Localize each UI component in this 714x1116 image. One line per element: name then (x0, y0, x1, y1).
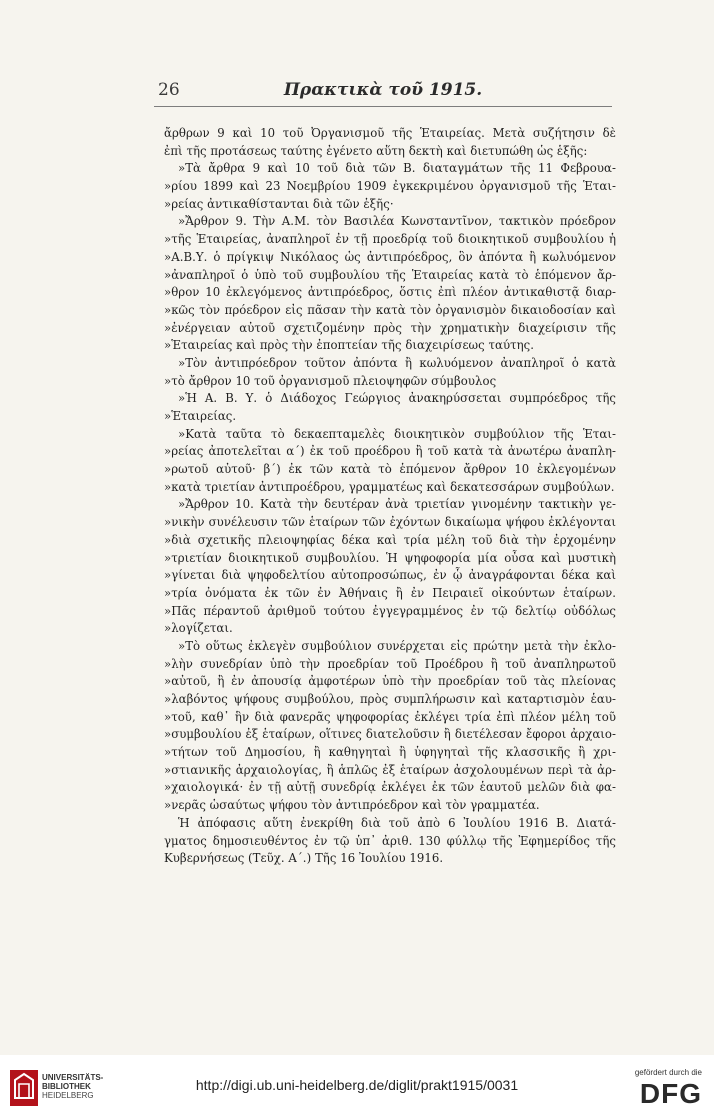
library-name-line: HEIDELBERG (42, 1091, 94, 1100)
text-line: »τὸ ἄρθρον 10 τοῦ ὀργανισμοῦ πλειοψηφῶν σύμβουλος (164, 373, 497, 388)
text-line: »τριετίαν διοικητικοῦ συμβουλίου. Ἡ ψηφοφορία μία οὖσα καὶ μυστικὴ (164, 550, 616, 565)
text-line: »Κατὰ ταῦτα τὸ δεκαεπταμελὲς διοικητικὸν συμβούλιον τῆς Ἑται- (178, 426, 616, 441)
text-line: »Τὸ οὕτως ἐκλεγὲν συμβούλιον συνέρχεται εἰς πρώτην μετὰ τὴν ἐκλο- (178, 638, 616, 653)
text-line: »Ἑταιρείας. (164, 409, 237, 423)
text-line: »ρίου 1899 καὶ 23 Νοεμβρίου 1909 ἐγκεκριμένου ὀργανισμοῦ τῆς Ἑται- (164, 179, 616, 194)
text-line: »Ἄρθρον 9. Τὴν Α.Μ. τὸν Βασιλέα Κωνσταντῖνον, τακτικὸν πρόεδρον (178, 214, 616, 229)
text-line: »κῶς τὸν πρόεδρον εἰς πᾶσαν τὴν κατὰ τὸν ὀργανισμὸν δικαιοδοσίαν καὶ (164, 302, 616, 317)
text-line: »Πᾶς πέραντοῦ ἀριθμοῦ τούτου ἐγγεγραμμένος ἐν τῷ δελτίῳ οὐδόλως (164, 603, 616, 618)
text-line: Κυβερνήσεως (Τεῦχ. Α΄.) Τῆς 16 Ἰουλίου 1916. (164, 851, 444, 866)
text-line: »τῆς Ἑταιρείας, ἀναπληροῖ ἐν τῇ προεδρίᾳ τοῦ διοικητικοῦ συμβουλίου ἡ (164, 232, 616, 247)
text-line: »λὴν συνεδρίαν ὑπὸ τὴν προεδρίαν τοῦ Προέδρου ἢ τοῦ ἀναπληρωτοῦ (164, 656, 616, 671)
page-number: 26 (158, 80, 180, 100)
body-text (164, 125, 616, 868)
page-header (158, 80, 608, 104)
text-line: »Ἑταιρείας καὶ πρὸς τὴν ἐποπτείαν τῆς διαχειρίσεως ταύτης. (164, 338, 535, 353)
text-line: »Ἄρθρον 10. Κατὰ τὴν δευτέραν ἀνὰ τριετίαν γινομένην τακτικὴν γε- (178, 497, 616, 512)
viewer-footer (0, 1055, 714, 1116)
running-title: Πρακτικὰ τοῦ 1915. (283, 80, 483, 100)
text-line: »ρείας ἀντικαθίστανται διὰ τῶν ἑξῆς· (164, 196, 394, 211)
text-line: »νερᾶς ὡσαύτως ψήφου τὸν ἀντιπρόεδρον καὶ τὸν γραμματέα. (164, 798, 540, 813)
library-name-line: UNIVERSITÄTS- (42, 1073, 104, 1082)
text-line: »χαιολογικά· ἐν τῇ αὐτῇ συνεδρίᾳ ἐκλέγει ἐκ τῶν ἑαυτοῦ μελῶν διὰ φα- (164, 780, 616, 795)
permalink-url[interactable]: http://digi.ub.uni-heidelberg.de/diglit/prakt1915/0031 (195, 1077, 519, 1093)
text-line: »τρία ὀνόματα ἐκ τῶν ἐν Ἀθήναις ἢ ἐν Πειραιεῖ οἰκούντων ἑταίρων. (164, 585, 616, 600)
text-line: ἄρθρων 9 καὶ 10 τοῦ Ὀργανισμοῦ τῆς Ἑταιρείας. Μετὰ συζήτησιν δὲ (164, 126, 616, 140)
text-line: »νικὴν συνέλευσιν τῶν ἑταίρων τῶν ἐχόντων δικαίωμα ψήφου ἐκλέγονται (164, 515, 616, 530)
text-line: »λογίζεται. (164, 621, 233, 636)
text-line: »θρον 10 ἐκλεγόμενος ἀντιπρόεδρος, ὅστις ἐπὶ πλέον ἀντικαθιστᾷ διαρ- (164, 285, 616, 300)
text-line: »αὐτοῦ, ἢ ἐν ἀπουσίᾳ ἀμφοτέρων ὑπὸ τὴν προεδρίαν τοῦ τὰς πλείονας (164, 674, 616, 689)
text-line: »λαβόντος ψήφους συμβούλου, πρὸς συμπλήρωσιν καὶ καταρτισμὸν ἑαυ- (164, 692, 616, 706)
text-line: ἐπὶ τῆς προτάσεως ταύτης ἐγένετο αὕτη δεκτὴ καὶ διετυπώθη ὡς ἑξῆς: (164, 143, 588, 158)
text-line: Ἡ ἀπόφασις αὕτη ἐνεκρίθη διὰ τοῦ ἀπὸ 6 Ἰουλίου 1916 Β. Διατά- (178, 815, 616, 830)
text-line: »Τὰ ἄρθρα 9 καὶ 10 τοῦ διὰ τῶν Β. διαταγμάτων τῆς 11 Φεβρουα- (178, 161, 616, 176)
text-line: »γίνεται διὰ ψηφοδελτίου αὐτοπροσώπως, ἐν ᾧ ἀναγράφονται δέκα καὶ (164, 568, 616, 583)
text-line: γματος δημοσιευθέντος ἐν τῷ ὑπ᾿ ἀριθ. 130 φύλλῳ τῆς Ἐφημερίδος τῆς (164, 833, 616, 848)
text-line: »Τὸν ἀντιπρόεδρον τοῦτον ἀπόντα ἢ κωλυόμενον ἀναπληροῖ ὁ κατὰ (178, 355, 616, 370)
text-line: »ἐνέργειαν αὐτοῦ σχετιζομένην πρὸς τὴν χρηματικὴν διαχείρισιν τῆς (164, 320, 616, 335)
text-line: »κατὰ τριετίαν ἀντιπροέδρου, γραμματέως καὶ δεκατεσσάρων συμβούλων. (164, 479, 615, 494)
text-line: »στιανικῆς ἀρχαιολογίας, ἢ ἁπλῶς ἐξ ἑταίρων ἀσχολουμένων περὶ τὰ ἀρ- (164, 762, 616, 777)
text-line: »ρείας ἀποτελεῖται α΄) ἐκ τοῦ προέδρου ἢ τοῦ κατὰ τὰ ἀνωτέρω ἀναπλη- (164, 444, 616, 459)
header-rule (154, 106, 612, 107)
text-line: »Ἡ Α. Β. Υ. ὁ Διάδοχος Γεώργιος ἀνακηρύσσεται συμπρόεδρος τῆς (178, 391, 616, 406)
text-line: »τοῦ, καθ᾿ ἣν διὰ φανερᾶς ψηφοφορίας ἐκλέγει τρία ἐπὶ πλέον μέλη τοῦ (164, 709, 616, 724)
text-line: »τήτων τοῦ Δημοσίου, ἢ καθηγηταὶ ἢ ὑφηγηταὶ τῆς κλασσικῆς ἢ χρι- (164, 745, 616, 760)
text-line: »διὰ σχετικῆς πλειοψηφίας δέκα καὶ τρία μέλη τοῦ διὰ τὴν ἐρχομένην (164, 532, 616, 547)
library-name-line: BIBLIOTHEK (42, 1082, 91, 1091)
funding-note: gefördert durch die (634, 1068, 702, 1077)
text-line: »Α.Β.Υ. ὁ πρίγκιψ Νικόλαος ὡς ἀντιπρόεδρος, ὃν ἀπόντα ἢ κωλυόμενον (164, 249, 616, 264)
text-line: »ρωτοῦ αὐτοῦ· β΄) ἐκ τῶν κατὰ τὸ ἑπόμενον ἄρθρον 10 ἐκλεγομένων (164, 462, 616, 477)
text-line: »ἀναπληροῖ ὁ ὑπὸ τοῦ συμβουλίου τῆς Ἑταιρείας κατὰ τὸ ἑπόμενον ἄρ- (164, 267, 616, 282)
text-line: »συμβουλίου ἐξ ἑταίρων, οἵτινες διατελοῦσιν ἢ διετέλεσαν ἔφοροι ἀρχαιο- (164, 727, 616, 742)
dfg-logo: DFG (639, 1078, 702, 1109)
